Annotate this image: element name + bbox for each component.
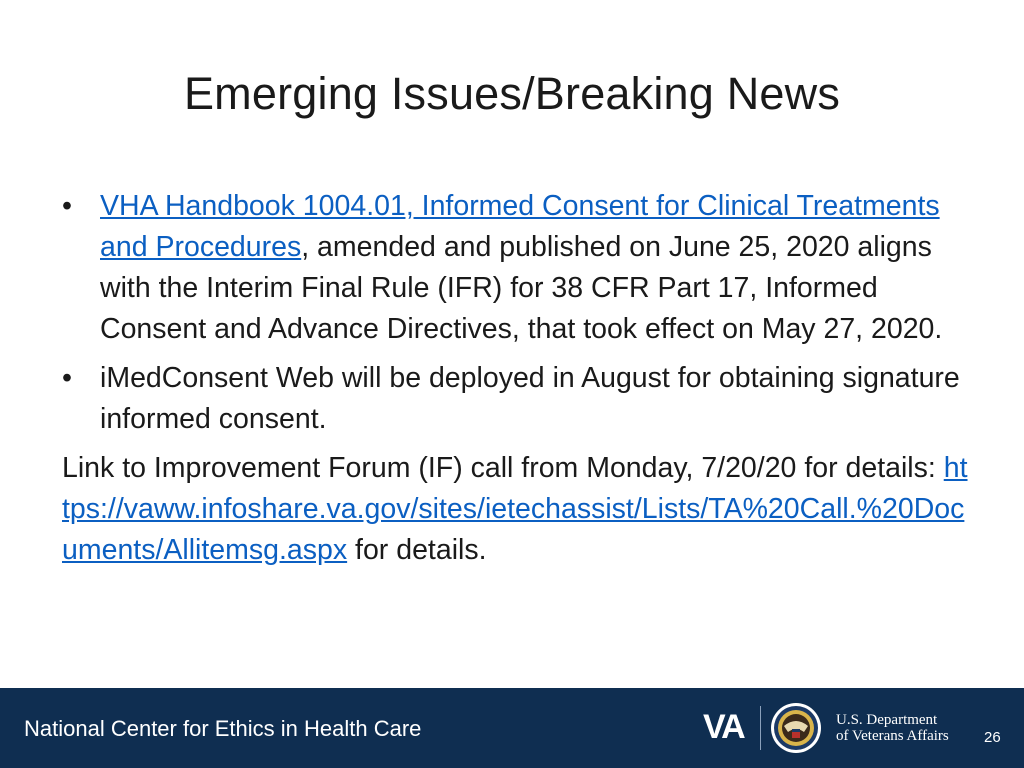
bullet-dot-icon: • <box>62 362 72 394</box>
forum-paragraph-suffix: for details. <box>347 534 487 566</box>
va-logo-icon: VA <box>703 708 744 746</box>
page-number: 26 <box>984 729 1001 746</box>
dept-line-1: U.S. Department <box>836 712 938 728</box>
bullet-dot-icon: • <box>62 190 72 222</box>
bullet-list <box>62 186 972 440</box>
bullet-text-imedconsent: iMedConsent Web will be deployed in August for obtaining signature informed consent. <box>100 362 960 435</box>
dept-line-2: of Veterans Affairs <box>836 728 949 744</box>
forum-paragraph <box>62 448 972 571</box>
dept-name <box>836 712 949 744</box>
slide-title: Emerging Issues/Breaking News <box>183 68 841 119</box>
forum-url-link[interactable]: https://vaww.infoshare.va.gov/sites/ietechassist/Lists/TA%20Call.%20Documents/Allitemsg.aspx <box>62 452 968 566</box>
bullet-item-imedconsent <box>62 358 972 440</box>
forum-paragraph-text: Link to Improvement Forum (IF) call from Monday, 7/20/20 for details: <box>62 452 936 484</box>
footer-org-name: National Center for Ethics in Health Care <box>24 716 422 741</box>
handbook-link[interactable]: VHA Handbook 1004.01, Informed Consent for Clinical Treatments and Procedures <box>100 190 940 263</box>
bullet-text-handbook: , amended and published on June 25, 2020 aligns with the Interim Final Rule (IFR) for 38 CFR Part 17, Informed Consent and Advance Directives, that took effect on May 27, 2020. <box>100 231 943 345</box>
footer-bar <box>0 688 1024 768</box>
va-seal-icon <box>770 702 822 754</box>
bullet-item-handbook <box>62 186 972 350</box>
logo-divider <box>760 706 761 750</box>
slide-content <box>62 186 972 571</box>
